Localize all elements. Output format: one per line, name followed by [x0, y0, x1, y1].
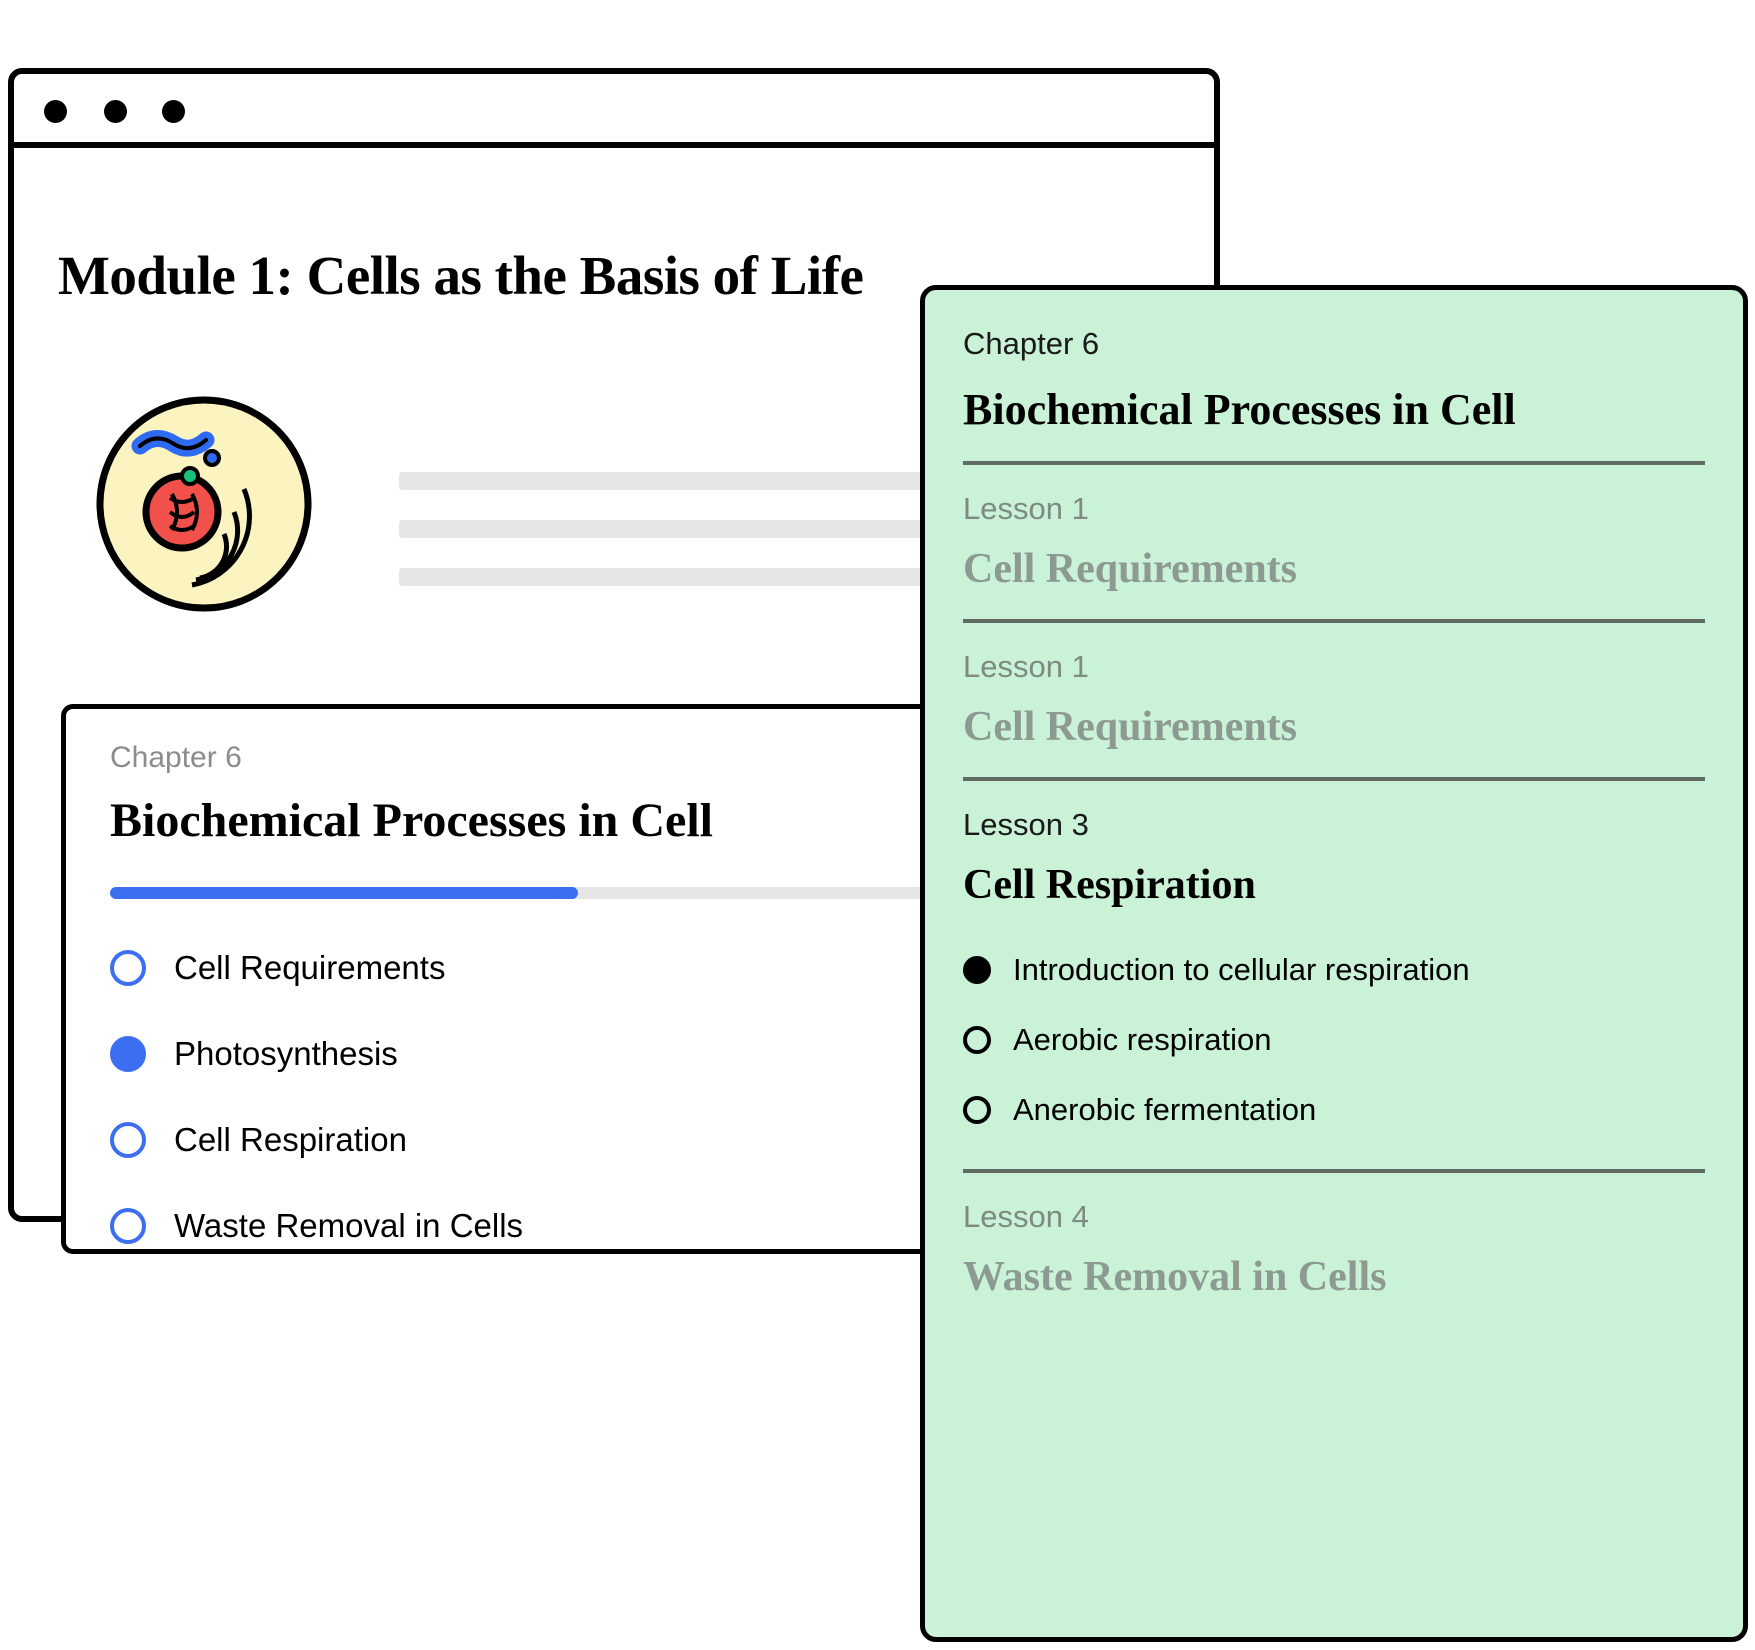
panel-title: Biochemical Processes in Cell — [963, 385, 1516, 434]
panel-sub-item-label: Introduction to cellular respiration — [1013, 952, 1470, 987]
panel-lesson[interactable] — [963, 807, 1705, 1145]
lesson-label: Photosynthesis — [174, 1035, 398, 1072]
window-dot-close-icon[interactable] — [44, 100, 67, 123]
radio-unselected-icon[interactable] — [963, 1026, 991, 1054]
lesson-label: Cell Respiration — [174, 1121, 407, 1158]
panel-lesson-number: Lesson 1 — [963, 491, 1089, 526]
lesson-row[interactable] — [110, 1097, 1030, 1183]
panel-lesson-title: Cell Requirements — [963, 546, 1298, 592]
panel-sub-list — [963, 935, 1705, 1145]
panel-divider — [963, 1169, 1705, 1173]
panel-sub-item[interactable] — [963, 935, 1705, 1005]
panel-sub-item[interactable] — [963, 1005, 1705, 1075]
chapter-detail-panel — [920, 285, 1748, 1642]
radio-unselected-icon[interactable] — [963, 1096, 991, 1124]
window-dot-maximize-icon[interactable] — [162, 100, 185, 123]
panel-lesson[interactable] — [963, 1199, 1705, 1301]
chapter-kicker: Chapter 6 — [110, 741, 242, 774]
window-titlebar — [14, 74, 1214, 148]
lesson-row[interactable] — [110, 1183, 1030, 1269]
panel-lesson-number: Lesson 3 — [963, 807, 1089, 842]
lesson-label: Waste Removal in Cells — [174, 1207, 524, 1244]
window-dot-minimize-icon[interactable] — [104, 100, 127, 123]
panel-lesson[interactable] — [963, 491, 1705, 593]
panel-sub-item-label: Anerobic fermentation — [1013, 1092, 1317, 1127]
radio-unselected-icon[interactable] — [110, 1122, 146, 1158]
panel-kicker: Chapter 6 — [963, 326, 1100, 361]
chapter-title: Biochemical Processes in Cell — [110, 794, 713, 847]
radio-unselected-icon[interactable] — [110, 950, 146, 986]
panel-divider — [963, 619, 1705, 623]
panel-lesson-number: Lesson 4 — [963, 1199, 1089, 1234]
panel-divider — [963, 777, 1705, 781]
panel-lesson-list — [963, 491, 1705, 1301]
panel-lesson-title: Waste Removal in Cells — [963, 1254, 1387, 1300]
progress-bar-fill — [110, 887, 578, 899]
radio-selected-icon[interactable] — [110, 1036, 146, 1072]
panel-sub-item-label: Aerobic respiration — [1013, 1022, 1272, 1057]
panel-lesson-title: Cell Respiration — [963, 862, 1256, 908]
panel-divider — [963, 461, 1705, 465]
radio-unselected-icon[interactable] — [110, 1208, 146, 1244]
progress-bar — [110, 887, 1010, 899]
lesson-label: Cell Requirements — [174, 949, 446, 986]
lesson-row[interactable] — [110, 925, 1030, 1011]
panel-lesson[interactable] — [963, 649, 1705, 751]
radio-selected-icon[interactable] — [963, 956, 991, 984]
page-title: Module 1: Cells as the Basis of Life — [58, 245, 864, 306]
lesson-list — [110, 925, 1030, 1269]
panel-lesson-title: Cell Requirements — [963, 704, 1298, 750]
panel-lesson-number: Lesson 1 — [963, 649, 1089, 684]
lesson-row[interactable] — [110, 1011, 1030, 1097]
panel-sub-item[interactable] — [963, 1075, 1705, 1145]
cell-diagram-icon — [94, 394, 314, 614]
